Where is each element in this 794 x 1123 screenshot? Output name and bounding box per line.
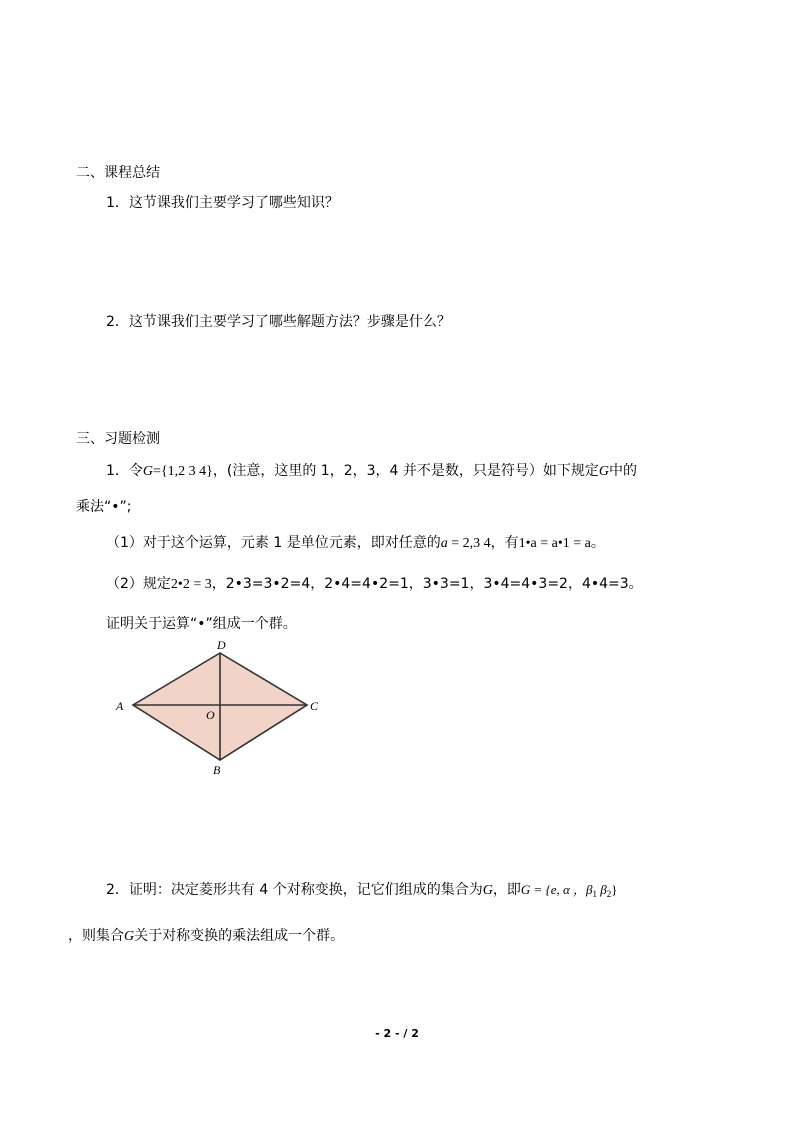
rule-1 — [106, 533, 605, 554]
rule-1-set: = 2,3 4 — [447, 536, 491, 551]
vertex-label-b: B — [213, 763, 221, 777]
section-3-title: 三、习题检测 — [76, 431, 160, 447]
rhombus-figure — [110, 636, 330, 781]
set-g-elements — [521, 882, 618, 897]
set-elements-start: = {e, α ，β — [530, 882, 593, 897]
rule-1-expression: 1•a = a•1 = a — [518, 536, 591, 551]
beta-1-subscript: 1 — [592, 889, 598, 899]
exercise-2-line-1 — [106, 880, 618, 904]
exercise-2-line-2-b: 关于对称变换的乘法组成一个群。 — [134, 928, 345, 944]
exercise-1-line-1 — [106, 461, 637, 482]
exercise-1-lead: 1．令 — [106, 463, 143, 479]
set-g-definition: ={1,2 3 4} — [153, 464, 213, 479]
rule-1-var-a: a — [440, 536, 448, 551]
set-g-symbol-3: G — [482, 883, 493, 898]
rule-2 — [106, 574, 643, 595]
exercise-2-line-2 — [68, 926, 344, 947]
rule-1-mid: ，有 — [490, 535, 519, 551]
rule-2-lead: （2）规定 — [106, 576, 171, 592]
section-2-title: 二、课程总结 — [76, 165, 160, 181]
exercise-1-note: ，(注意，这里的 1，2，3，4 并不是数，只是符号）如下规定 — [212, 463, 599, 479]
rule-1-lead: （1）对于这个运算，元素 1 是单位元素，即对任意的 — [106, 535, 441, 551]
vertex-label-a: A — [116, 699, 124, 713]
question-2: 2．这节课我们主要学习了哪些解题方法？步骤是什么？ — [106, 314, 451, 330]
exercise-2-lead: 2．证明：决定菱形共有 4 个对称变换，记它们组成的集合为 — [106, 882, 483, 898]
exercise-2-mid: ，即 — [492, 882, 521, 898]
center-label-o: O — [206, 708, 215, 722]
beta-2: β — [597, 882, 607, 897]
set-g-symbol-4: G — [520, 882, 531, 897]
vertex-label-d: D — [217, 638, 226, 652]
set-g-symbol-2: G — [598, 464, 610, 479]
beta-2-subscript: 2 — [606, 889, 612, 899]
exercise-1-line-2: 乘法“•”; — [76, 499, 132, 515]
page-number: - 2 - / 2 — [375, 1027, 419, 1040]
exercise-1-tail: 中的 — [609, 463, 638, 479]
set-close-brace: } — [611, 882, 618, 897]
exercise-2-line-2-a: ，则集合 — [68, 928, 124, 944]
rule-2-expression: 2•2 = 3 — [170, 577, 212, 592]
vertex-label-c: C — [310, 699, 319, 713]
rule-2-rest: ，2•3=3•2=4，2•4=4•2=1，3•3=1，3•4=4•3=2，4•4=3。 — [211, 576, 643, 592]
prove-statement: 证明关于运算“•”组成一个群。 — [106, 616, 297, 632]
set-g-symbol: G — [142, 464, 154, 479]
question-1: 1．这节课我们主要学习了哪些知识？ — [106, 195, 339, 211]
rule-1-end: 。 — [590, 535, 605, 551]
set-g-symbol-5: G — [124, 929, 135, 944]
